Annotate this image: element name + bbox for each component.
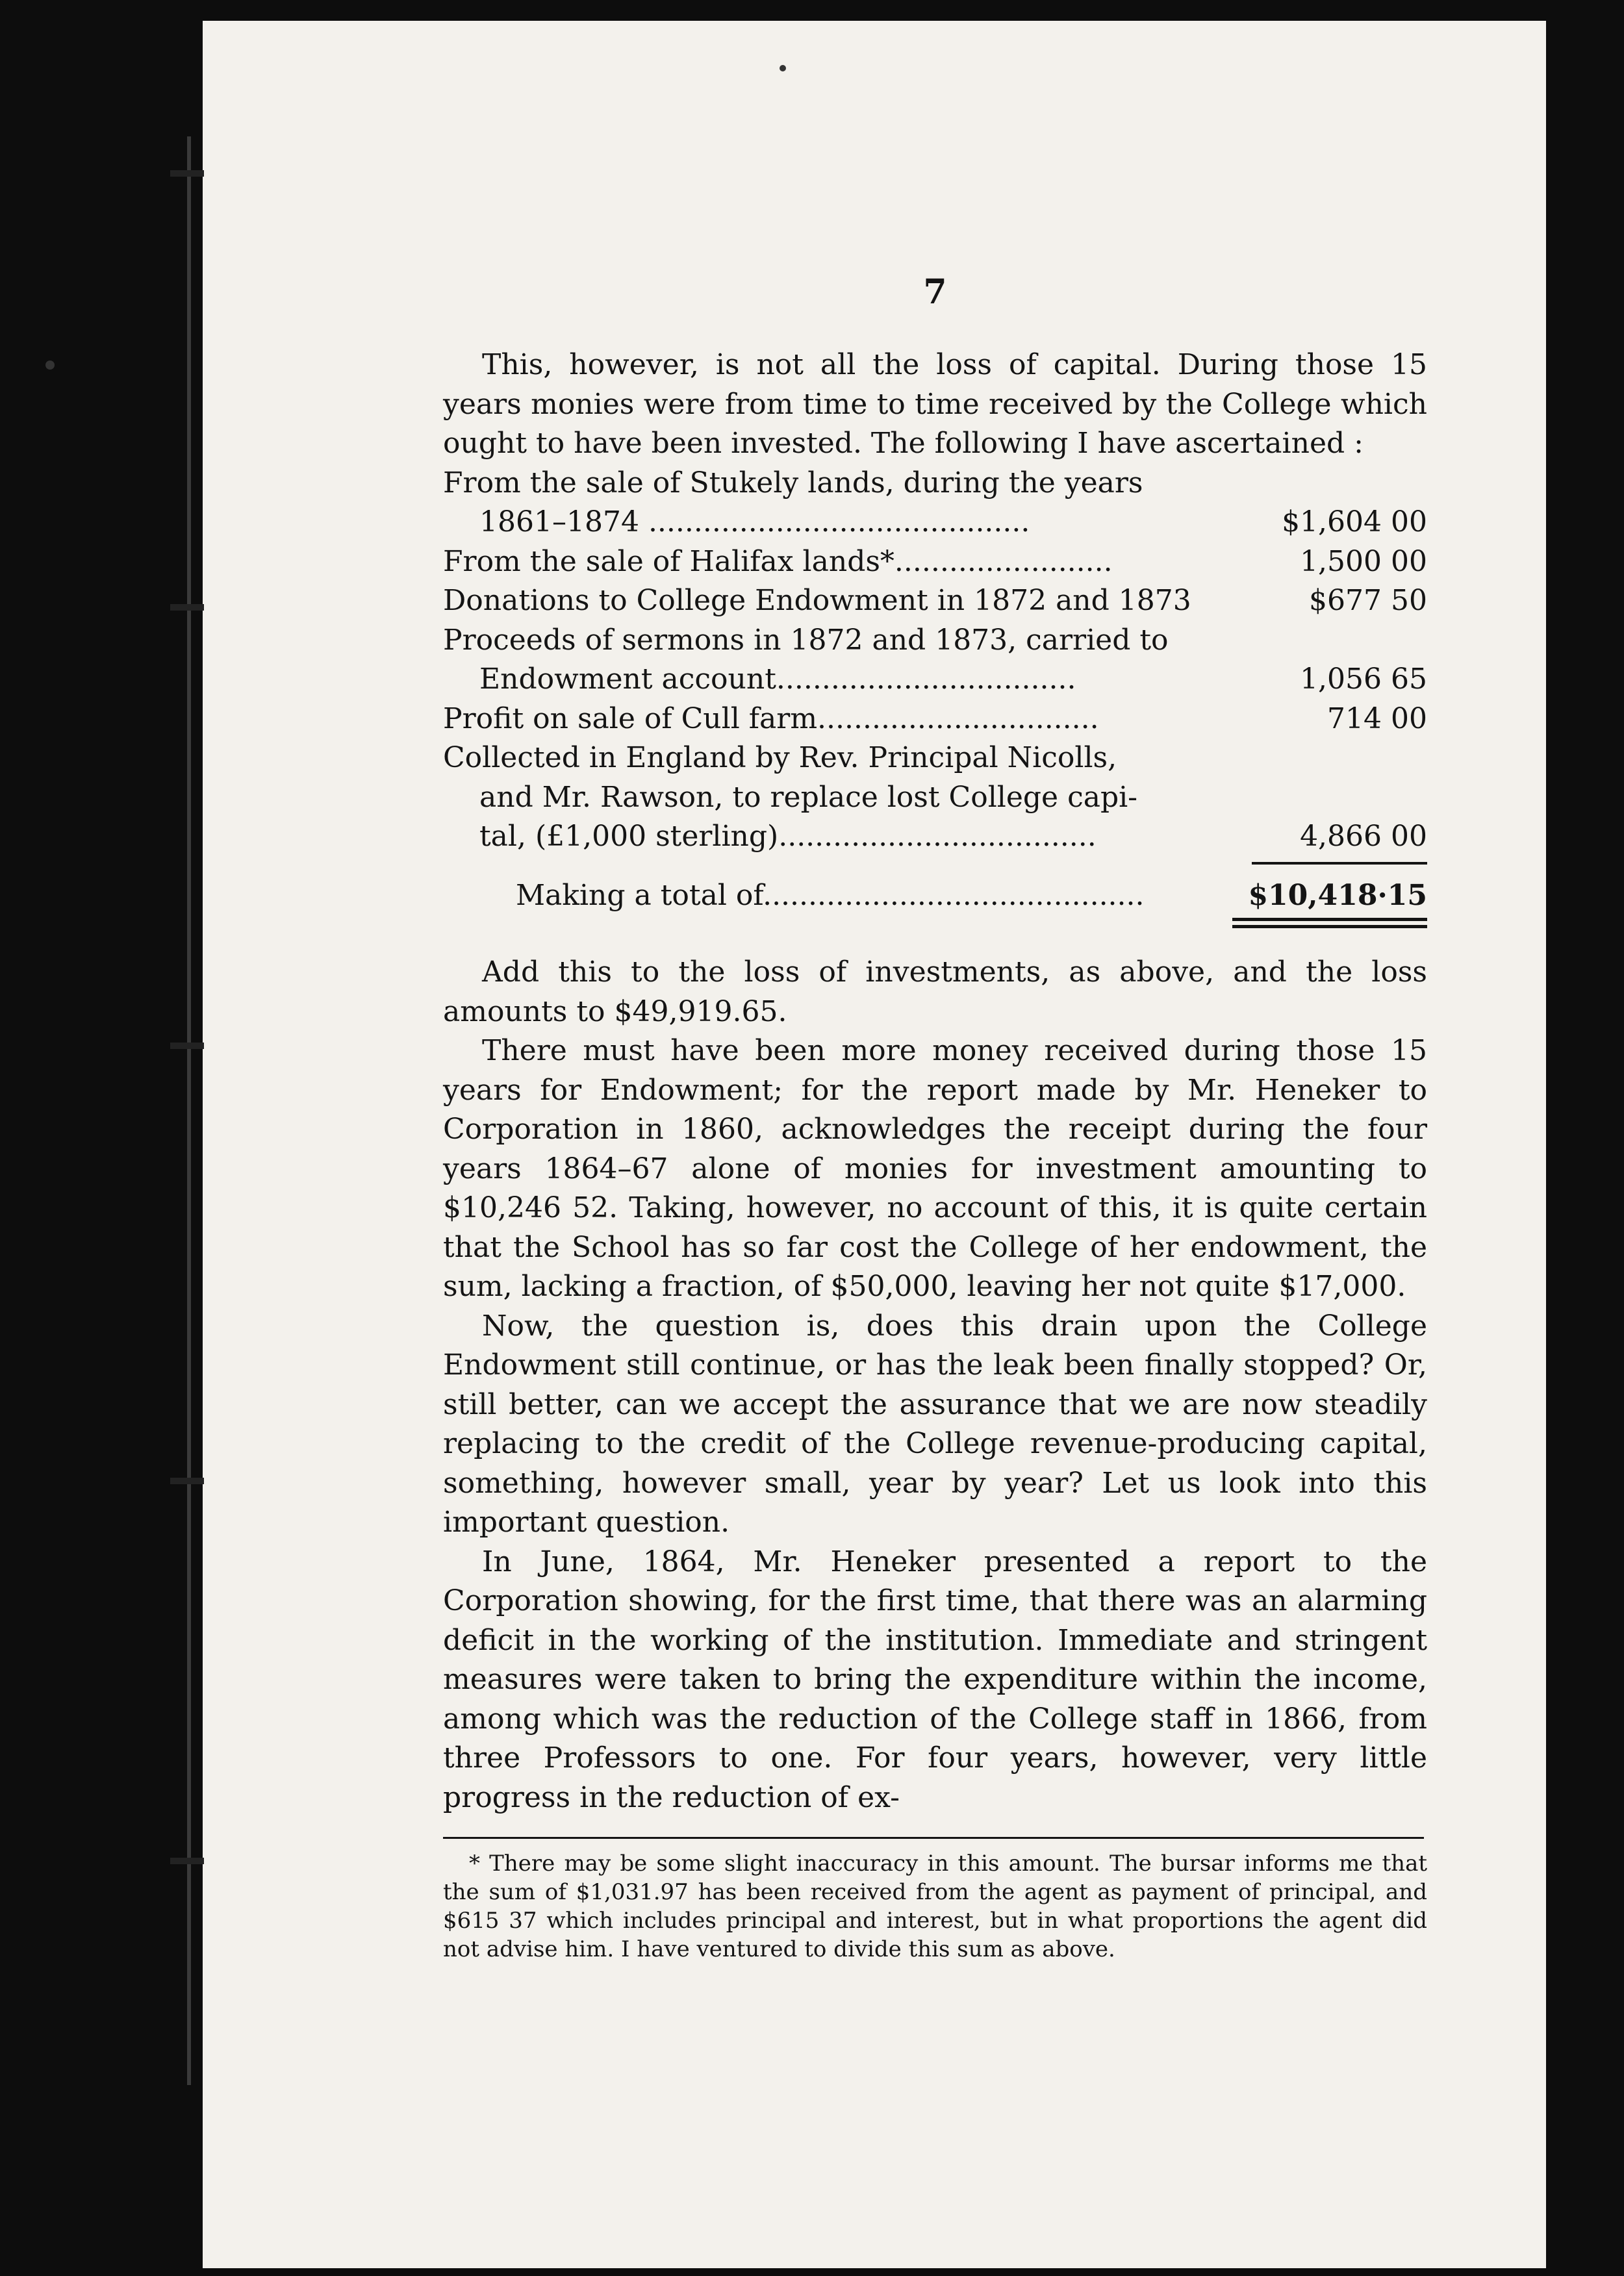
ledger-label: Endowment account................................. [479,663,1076,696]
ledger-row [443,817,1427,857]
ledger-amount: 4,866 00 [1300,820,1427,853]
ledger-item-head: and Mr. Rawson, to replace lost College capi- [479,780,1138,814]
paragraph-endowment-receipts: There must have been more money received during those 15 years for Endowment; for the report made by Mr. Heneker to Corporation in 1860, acknowledges the receipt during the four years 1864–67 alone of monies for investment amounting to $10,246 52. Taking, however, no account of this, it is quite certain that the School has so far cost the College of her endowment, the sum, lacking a fraction, of $50,000, leaving her not quite $17,000. [443,1034,1427,1303]
ledger-total-label: Making a total of.......................................... [516,878,1145,912]
binding-stitch [170,1478,204,1484]
ledger-item-head: Collected in England by Rev. Principal Nicolls, [443,741,1117,774]
binding-spine [187,136,191,2085]
paragraph-heneker-report: In June, 1864, Mr. Heneker presented a report to the Corporation showing, for the first time, that there was an alarming deficit in the working of the institution. Immediate and stringent measures were taken to bring the expenditure within the income, among which was the reduction of the College staff in 1866, from three Professors to one. For four years, however, very little progress in the reduction of ex- [443,1545,1427,1814]
ledger-total-row [443,876,1427,916]
binding-stitch [170,170,204,177]
receipts-ledger [443,464,1427,929]
paragraph-question: Now, the question is, does this drain upon the College Endowment still continue, or has the leak been finally stopped? Or, still better, can we accept the assurance that we are now steadily replacing to the credit of the College revenue-producing capital, something, however small, year by year? Let us look into this important question. [443,1309,1427,1539]
ledger-amount: 1,500 00 [1300,544,1427,578]
ledger-label: 1861–1874 .......................................... [479,505,1030,538]
ledger-row [443,581,1427,621]
ledger-label: From the sale of Halifax lands*........................ [443,544,1113,578]
binding-stitch [170,1858,204,1864]
ledger-row [443,542,1427,582]
ledger-item-head: From the sale of Stukely lands, during the years [443,466,1143,499]
ledger-label: Profit on sale of Cull farm............................... [443,702,1099,735]
binding-stitch [170,1043,204,1049]
ledger-label: Donations to College Endowment in 1872 and 1873 [443,584,1191,617]
total-double-rule [1232,918,1427,928]
ledger-amount: $1,604 00 [1282,505,1427,538]
sum-rule [1252,862,1427,865]
page-number: 7 [923,272,947,312]
binding-stitch [170,604,204,611]
scan-speck [45,360,55,370]
ledger-amount: $677 50 [1309,584,1427,617]
footnote: * There may be some slight inaccuracy in this amount. The bursar informs me that the sum of $1,031.97 has been received from the agent as payment of principal, and $615 37 which includes principal and interest, but in what proportions the agent did not advise him. I have ventured to divide this sum as above. [443,1851,1427,1962]
ledger-item-head: Proceeds of sermons in 1872 and 1873, carried to [443,623,1169,657]
paragraph-loss-of-capital: This, however, is not all the loss of capital. During those 15 years monies were from time to time received by the College which ought to have been invested. The following I have ascertained : [443,348,1427,460]
scan-speck [780,65,786,71]
footnote-rule [443,1837,1424,1839]
ledger-row [443,503,1427,542]
ledger-label: tal, (£1,000 sterling)................................... [479,820,1097,853]
page-content [443,273,1427,1964]
ledger-total-amount: $10,418·15 [1248,878,1427,912]
ledger-row [443,700,1427,739]
ledger-amount: 1,056 65 [1300,663,1427,696]
ledger-row [443,660,1427,700]
paragraph-total-loss: Add this to the loss of investments, as above, and the loss amounts to $49,919.65. [443,955,1427,1028]
ledger-amount: 714 00 [1327,702,1427,735]
